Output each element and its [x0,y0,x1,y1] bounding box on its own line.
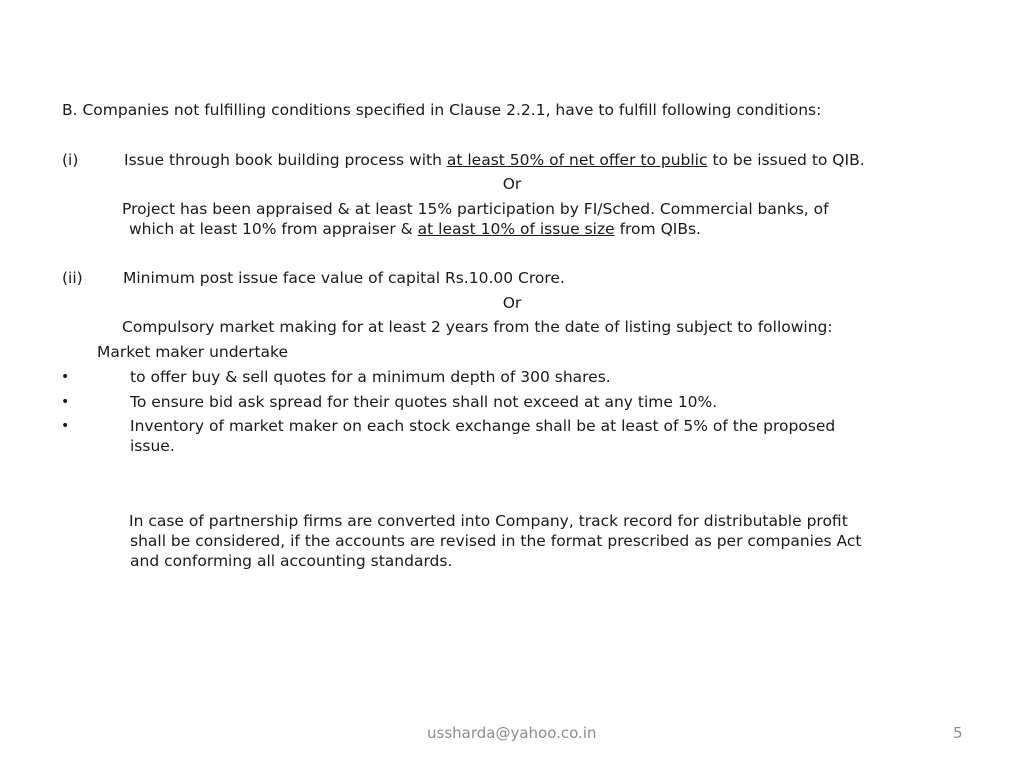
or-separator-2: Or [502,294,522,312]
item-i-alt-underlined: at least 10% of issue size [417,220,615,238]
bullet-text: to offer buy & sell quotes for a minimum depth of 300 shares. [130,368,611,386]
bullet-text-continuation: issue. [130,437,175,455]
section-heading: B. Companies not fulfilling conditions specified in Clause 2.2.1, have to fulfill following conditions: [62,101,822,119]
item-i-underlined: at least 50% of net offer to public [446,151,708,169]
note-line2: shall be considered, if the accounts are revised in the format prescribed as per companies Act [130,532,862,550]
item-marker-ii: (ii) [62,269,83,287]
bullet-symbol: • [61,369,70,385]
item-i-alt-line2-before: which at least 10% from appraiser & [129,220,418,238]
or-separator-1: Or [502,175,522,193]
item-ii-text: Minimum post issue face value of capital Rs.10.00 Crore. [123,269,565,287]
item-i-text [124,150,865,170]
item-i-text-after: to be issued to QIB. [707,151,865,169]
item-i-alt-line2 [129,219,701,239]
bullet-text: To ensure bid ask spread for their quotes shall not exceed at any time 10%. [130,393,718,411]
item-ii-alt-text: Compulsory market making for at least 2 years from the date of listing subject to following: [122,318,833,336]
note-line3: and conforming all accounting standards. [130,552,453,570]
bullet-symbol: • [61,418,70,434]
item-i-alt-line2-after: from QIBs. [614,220,701,238]
footer-email: ussharda@yahoo.co.in [427,724,597,742]
page-number: 5 [953,724,963,742]
bullet-text: Inventory of market maker on each stock exchange shall be at least of 5% of the proposed [130,417,836,435]
item-i-text-before: Issue through book building process with [124,151,447,169]
item-marker-i: (i) [62,151,79,169]
market-maker-title: Market maker undertake [97,343,288,361]
item-i-alt-line1: Project has been appraised & at least 15% participation by FI/Sched. Commercial banks, of [122,200,829,218]
note-line1: In case of partnership firms are converted into Company, track record for distributable profit [129,512,848,530]
bullet-symbol: • [61,394,70,410]
